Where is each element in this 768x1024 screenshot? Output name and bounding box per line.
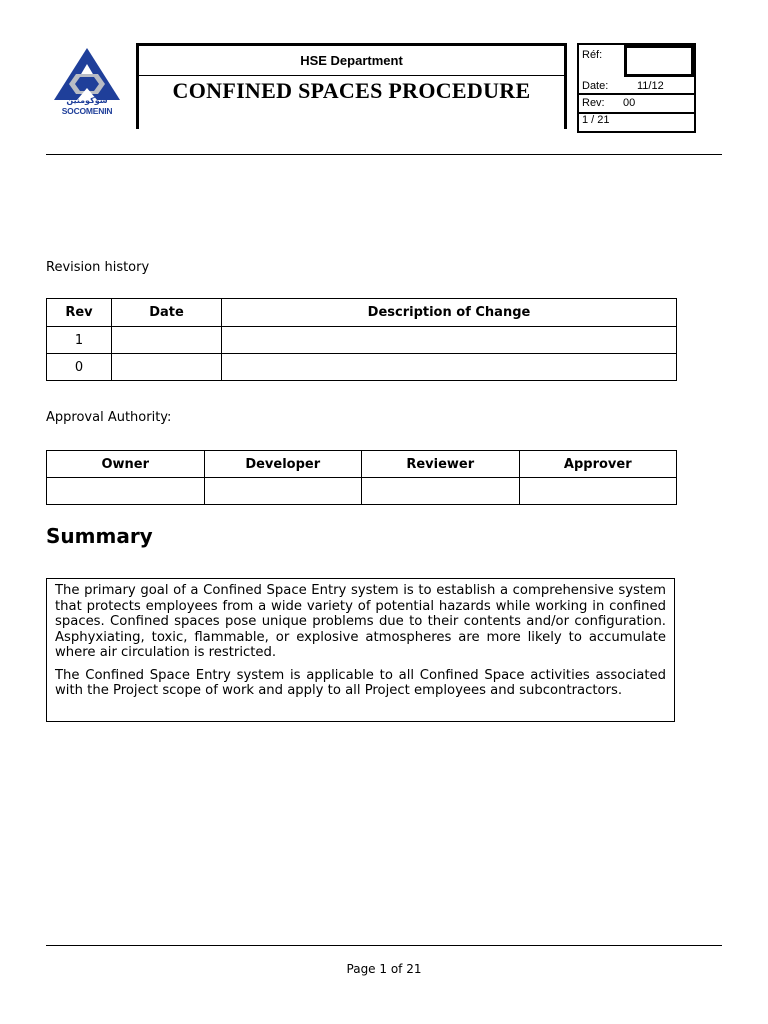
summary-paragraph: The primary goal of a Confined Space Entry system is to establish a comprehensive system that protects employees from a wide variety of potential hazards while working in confined spaces. Confined spaces pose unique problems due to their contents and/or configuration. Asphyxiating, toxic, flammable, or explosive atmospheres are more likely to accumulate where air circulation is restricted.	[55, 583, 666, 660]
table-cell	[222, 354, 677, 381]
ref-label: Réf:	[582, 49, 603, 61]
column-header: Approver	[519, 451, 677, 478]
table-cell	[204, 478, 362, 505]
page-count: 1 / 21	[582, 114, 610, 126]
table-cell	[112, 327, 222, 354]
department-label: HSE Department	[139, 46, 564, 76]
approval-table	[46, 450, 677, 505]
revision-history-table	[46, 298, 677, 381]
rev-value: 00	[623, 97, 636, 109]
ref-value-field	[624, 45, 694, 77]
column-header: Date	[112, 299, 222, 327]
table-cell	[519, 478, 677, 505]
column-header: Developer	[204, 451, 362, 478]
table-row	[47, 478, 677, 505]
header-title-box	[136, 43, 567, 129]
summary-heading: Summary	[46, 524, 153, 548]
date-label: Date:	[582, 80, 609, 92]
revision-history-label: Revision history	[46, 260, 150, 275]
approval-authority-label: Approval Authority:	[46, 410, 172, 425]
logo-name: SOCOMENIN	[61, 106, 113, 116]
table-cell	[362, 478, 520, 505]
rev-label: Rev:	[582, 97, 605, 109]
logo-arabic-text: سوكومنين	[66, 96, 108, 105]
reference-box	[577, 43, 696, 133]
table-row	[47, 354, 677, 381]
table-cell: 1	[47, 327, 112, 354]
table-cell	[47, 478, 205, 505]
column-header: Owner	[47, 451, 205, 478]
column-header: Reviewer	[362, 451, 520, 478]
table-cell	[112, 354, 222, 381]
column-header: Rev	[47, 299, 112, 327]
page-number: Page 1 of 21	[346, 962, 422, 976]
table-row	[47, 327, 677, 354]
table-cell: 0	[47, 354, 112, 381]
document-title: CONFINED SPACES PROCEDURE	[172, 78, 531, 103]
header-divider	[46, 154, 722, 155]
summary-box	[46, 578, 675, 722]
footer-divider	[46, 945, 722, 946]
column-header: Description of Change	[222, 299, 677, 327]
date-value: 11/12	[637, 80, 664, 92]
summary-paragraph: The Confined Space Entry system is applicable to all Confined Space activities associated with the Project scope of work and apply to all Project employees and subcontractors.	[55, 667, 666, 698]
table-cell	[222, 327, 677, 354]
